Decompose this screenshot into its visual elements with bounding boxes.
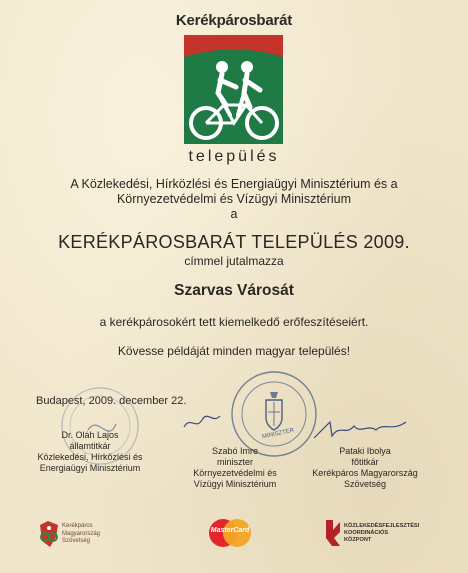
logo-subtitle: település xyxy=(188,148,280,165)
award-reason: a kerékpárosokért tett kiemelkedő erőfeszítéseiért. xyxy=(99,315,369,329)
signer-org: Szövetség xyxy=(343,479,387,489)
ministry-line: a xyxy=(230,207,238,221)
signer-olah xyxy=(20,430,160,474)
footer-right-text xyxy=(344,523,419,544)
exhortation: Kövesse példáját minden magyar település! xyxy=(117,344,351,358)
footer-left-text xyxy=(62,523,100,546)
issuing-ministries xyxy=(0,177,468,222)
kkk-icon xyxy=(324,518,342,548)
logo-title: Kerékpárosbarát xyxy=(175,12,293,29)
logo-graphic xyxy=(184,35,283,144)
signer-org: Vízügyi Minisztérium xyxy=(193,479,277,489)
signer-pataki xyxy=(300,446,430,490)
mastercard-label: MasterCard xyxy=(210,527,250,534)
signer-org: Környezetvédelmi és xyxy=(193,468,277,478)
signer-title: főtitkár xyxy=(351,457,379,467)
signer-title: államtitkár xyxy=(69,441,111,451)
signer-title: miniszter xyxy=(216,457,253,467)
footer-right-line: KÖZPONT xyxy=(344,537,372,543)
footer-left-line: Magyarország xyxy=(62,530,101,537)
footer-left-line: Szövetség xyxy=(62,538,91,544)
signer-org: Közlekedési, Hírközlési és xyxy=(37,452,143,462)
signer-name: Dr. Oláh Lajos xyxy=(61,430,119,440)
tandem-bicycle-icon xyxy=(184,35,283,144)
ministry-line: A Közlekedési, Hírközlési és Energiaügyi Minisztérium és a xyxy=(70,177,398,191)
footer-right-line: KOORDINÁCIÓS xyxy=(344,530,389,536)
footer-right-line: KÖZLEKEDÉSFEJLESZTÉSI xyxy=(344,523,420,529)
issue-date: Budapest, 2009. december 22. xyxy=(36,395,187,407)
signer-org: Energiaügyi Minisztérium xyxy=(39,463,141,473)
cyclist-map-icon xyxy=(38,519,60,549)
award-title: KERÉKPÁROSBARÁT TELEPÜLÉS 2009. xyxy=(58,232,410,252)
signer-name: Pataki Ibolya xyxy=(339,446,391,456)
award-subline: címmel jutalmazza xyxy=(184,254,284,268)
signature-szabo xyxy=(182,412,222,432)
recipient-name: Szarvas Városát xyxy=(174,282,294,299)
signer-org: Kerékpáros Magyarország xyxy=(312,468,418,478)
kerekparos-szovetseg-logo xyxy=(38,519,148,553)
stamp-bottom-text: MINISZTER xyxy=(261,427,295,441)
signature-pataki xyxy=(310,416,410,446)
mastercard-logo xyxy=(206,518,254,548)
signer-szabo xyxy=(170,446,300,490)
kkk-logo xyxy=(324,518,454,552)
signer-name: Szabó Imre xyxy=(211,446,259,456)
ministry-line: Környezetvédelmi és Vízügyi Minisztérium xyxy=(116,192,352,206)
footer-left-line: Kerékpáros xyxy=(62,523,93,529)
